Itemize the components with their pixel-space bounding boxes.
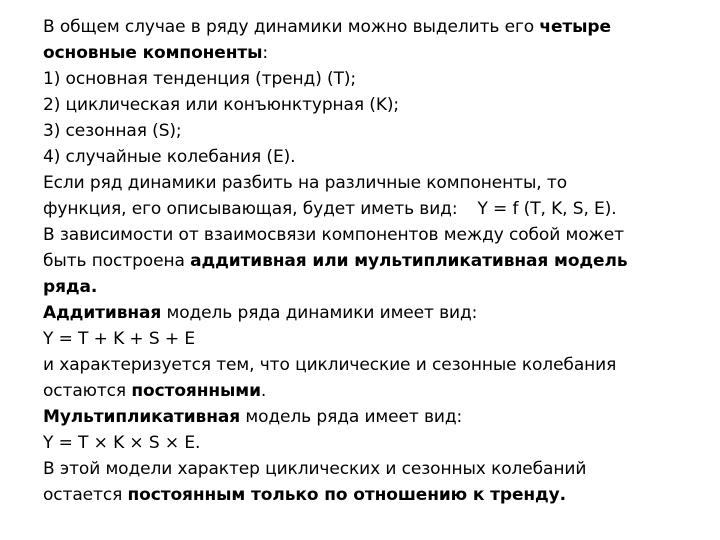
component-item-cyclical: 2) циклическая или конъюнктурная (K);	[43, 95, 400, 115]
intro-line-1: В общем случае в ряду динамики можно выделить его четыре	[43, 17, 611, 37]
function-line-2: функция, его описывающая, будет иметь вид: Y = f (T, K, S, E).	[43, 199, 617, 219]
component-item-trend: 1) основная тенденция (тренд) (T);	[43, 69, 357, 89]
function-formula: Y = f (T, K, S, E).	[477, 199, 617, 219]
component-item-seasonal: 3) сезонная (S);	[43, 121, 182, 141]
multiplicative-heading: Мультипликативная модель ряда имеет вид:	[43, 407, 463, 427]
slide-text-block	[43, 14, 683, 508]
function-line-1: Если ряд динамики разбить на различные компоненты, то	[43, 173, 567, 193]
dependency-line-1: В зависимости от взаимосвязи компонентов между собой может	[43, 225, 624, 245]
intro-line-2: основные компоненты:	[43, 43, 269, 63]
additive-formula: Y = T + K + S + E	[43, 329, 195, 349]
additive-desc-line-2: остаются постоянными.	[43, 381, 267, 401]
multiplicative-desc-line-1: В этой модели характер циклических и сезонных колебаний	[43, 459, 587, 479]
multiplicative-desc-line-2: остается постоянным только по отношению к тренду.	[43, 485, 567, 505]
multiplicative-formula: Y = T × K × S × E.	[43, 433, 201, 453]
component-item-random: 4) случайные колебания (E).	[43, 147, 296, 167]
dependency-line-3: ряда.	[43, 277, 98, 297]
additive-desc-line-1: и характеризуется тем, что циклические и сезонные колебания	[43, 355, 617, 375]
dependency-line-2: быть построена аддитивная или мультипликативная модель	[43, 251, 628, 271]
additive-heading: Аддитивная модель ряда динамики имеет вид:	[43, 303, 478, 323]
